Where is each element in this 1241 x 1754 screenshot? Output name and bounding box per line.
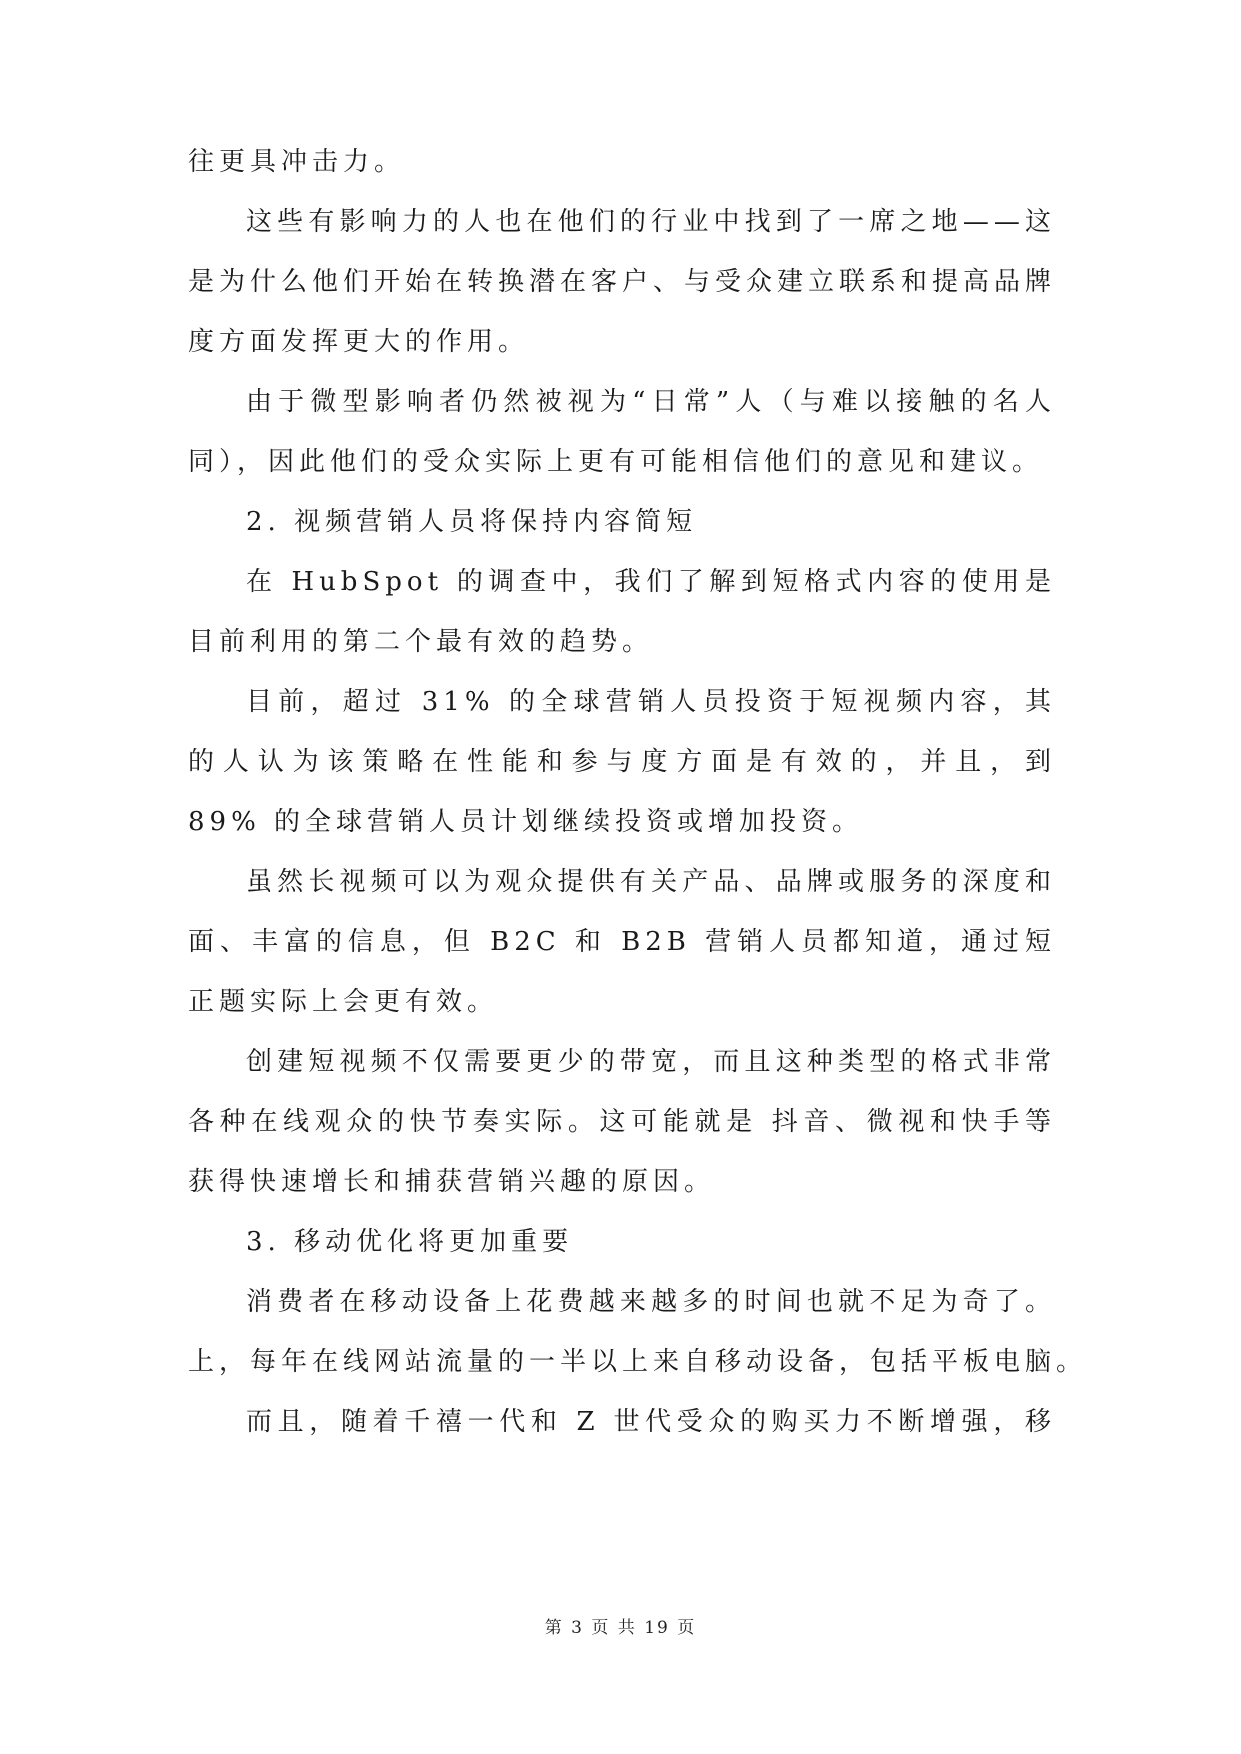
paragraph-line: 同），因此他们的受众实际上更有可能相信他们的意见和建议。 [188,447,1044,477]
paragraph-line: 89% 的全球营销人员计划继续投资或增加投资。 [188,807,864,837]
paragraph-line: 获得快速增长和捕获营销兴趣的原因。 [188,1167,716,1197]
paragraph-line: 由于微型影响者仍然被视为“日常”人（与难以接触的名人 [246,387,1056,417]
paragraph-line: 的人认为该策略在性能和参与度方面是有效的，并且，到 [188,747,1056,777]
paragraph-line: 往更具冲击力。 [188,147,406,177]
paragraph-line: 这些有影响力的人也在他们的行业中找到了一席之地——这 [246,207,1056,237]
section-heading: 3. 移动优化将更加重要 [246,1227,574,1257]
page-number-footer: 第 3 页 共 19 页 [544,1618,697,1638]
paragraph-line: 虽然长视频可以为观众提供有关产品、品牌或服务的深度和 [246,867,1056,897]
paragraph-line: 目前利用的第二个最有效的趋势。 [188,627,654,657]
paragraph-line: 是为什么他们开始在转换潜在客户、与受众建立联系和提高品牌 [188,267,1056,297]
paragraph-line: 消费者在移动设备上花费越来越多的时间也就不足为奇了。 [246,1287,1056,1317]
paragraph-line: 正题实际上会更有效。 [188,987,499,1017]
section-heading: 2. 视频营销人员将保持内容简短 [246,507,698,537]
paragraph-line: 目前，超过 31% 的全球营销人员投资于短视频内容，其 [246,687,1056,717]
paragraph-line: 而且，随着千禧一代和 Z 世代受众的购买力不断增强，移 [246,1407,1056,1437]
paragraph-line: 上，每年在线网站流量的一半以上来自移动设备，包括平板电脑。 [188,1347,1088,1377]
paragraph-line: 度方面发挥更大的作用。 [188,327,530,357]
paragraph-line: 在 HubSpot 的调查中，我们了解到短格式内容的使用是 [246,567,1056,597]
paragraph-line: 创建短视频不仅需要更少的带宽，而且这种类型的格式非常 [246,1047,1056,1077]
paragraph-line: 面、丰富的信息，但 B2C 和 B2B 营销人员都知道，通过短 [188,927,1056,957]
paragraph-line: 各种在线观众的快节奏实际。这可能就是 抖音、微视和快手等 [188,1107,1056,1137]
